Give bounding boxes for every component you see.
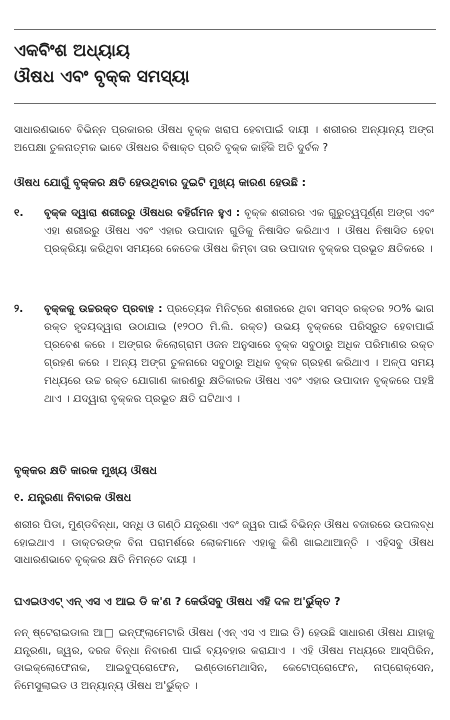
reason-item-1 xyxy=(14,204,434,258)
reason-number: ୨. xyxy=(14,303,24,315)
reason-text: ପ୍ରତ୍ୟେକ ମିନିଟ୍‌ରେ ଶରୀରରେ ଥିବା ସମସ୍ତ ରକ୍ତର ୨୦% ଭାଗ ରକ୍ତ ହୃଦୟଦ୍ୱାରା ଉଠାଯାଇ (୧୨୦୦ ମି.ଲି. ରକ୍ତ) ଉଭୟ ବୃକ୍କରେ ପରିସ୍ରୁତ ହେବାପାଇଁ ପ୍ରବେଶ କରେ । ଅଙ୍ଗର କିଲୋଗ୍ରାମ ଓଜନ ଅନୁସାରେ ବୃକ୍କ ସବୁଠାରୁ ଅଧିକ ପରିମାଣର ରକ୍ତ ଗ୍ରହଣ କରେ । ଅନ୍ୟ ଅଙ୍ଗ ତୁଳନାରେ ସବୁଠାରୁ ଅଧିକ ବୃକ୍କ ଗ୍ରହଣ କରିଥାଏ । ଅଳ୍ପ ସମୟ ମଧ୍ୟରେ ଉଚ୍ଚ ରକ୍ତ ଯୋଗାଣ କାରଣରୁ କ୍ଷତିକାରକ ଔଷଧ ଏବଂ ଏହାର ଉପାଦାନ ବୃକ୍କରେ ପହଞ୍ଚି ଥାଏ । ଯଦ୍ୱାରା ବୃକ୍କର ପ୍ରଭୂତ କ୍ଷତି ଘଟିଥାଏ । xyxy=(44,303,434,405)
reasons-heading: ଔଷଧ ଯୋଗୁଁ ବୃକ୍କର କ୍ଷତି ହେଉଥିବାର ଦୁଇଟି ମୁଖ୍ୟ କାରଣ ହେଉଛି : xyxy=(14,176,307,189)
nsaid-question: ଘଏଇଓଏଟ୍ ଏନ୍ ଏସ ଏ ଆଇ ଡି କ'ଣ ? କେଉଁସବୁ ଔଷଧ ଏହି ଦଳ ଅ'ର୍ଭୁକ୍ତ ? xyxy=(14,595,341,608)
top-rule xyxy=(14,29,436,30)
reason-lead: ବୃକ୍କ ଦ୍ୱାରା ଶରୀରରୁ ଔଷଧର ବହିର୍ଗମନ ହୁଏ : xyxy=(44,207,241,219)
nsaid-paragraph: ନନ୍ ଷ୍ଟେରାଇଡାଲ ଆ□ ଇନ୍‌ଫ୍ଲାମେଟାରି ଔଷଧ (ଏନ୍ ଏସ ଏ ଆଇ ଡି) ହେଉଛି ସାଧାରଣ ଔଷଧ ଯାହାକୁ ଯନ୍ତ୍ରଣା, ଜ୍ୱର, ଦରଜ ବିନ୍ଧା ନିବାରଣ ପାଇଁ ବ୍ୟବହାର କରାଯାଏ । ଏହି ଔଷଧ ମଧ୍ୟରେ ଆସ୍ପିରିନ, ଡାଇକ୍ଲୋଫେନାକ, ଆଇବୁପ୍ରୋଫେନ, ଇଣ୍ଡୋମେଥାସିନ, କେଟୋପ୍ରୋଫେନ, ନାପ୍ରୋକ୍ସେନ, ନିମେସୁଲାଇଡ ଓ ଅନ୍ୟାନ୍ୟ ଔଷଧ ଅ'ର୍ଭୁକ୍ତ । xyxy=(14,627,434,692)
reason-lead: ବୃକ୍କକୁ ଉଚ୍ଚରକ୍ତ ପ୍ରବାହ : xyxy=(44,303,163,315)
intro-paragraph: ସାଧାରଣଭାବେ ବିଭିନ୍ନ ପ୍ରକାରର ଔଷଧ ବୃକ୍କ ଖରାପ ହେବାପାଇଁ ଦାୟୀ । ଶରୀରର ଅନ୍ୟାନ୍ୟ ଅଙ୍ଗ ଅପେକ୍ଷା ତୁଳନାତ୍ମକ ଭାବେ ଔଷଧର ବିଷାକ୍ତ ପ୍ରତି ବୃକ୍କ କାହିଁକି ଅତି ଦୁର୍ବଳ ? xyxy=(14,124,434,154)
drugs-heading: ବୃକ୍କର କ୍ଷତି କାରକ ମୁଖ୍ୟ ଔଷଧ xyxy=(14,464,157,477)
chapter-title: ଔଷଧ ଏବଂ ବୃକ୍କ ସମସ୍ୟା xyxy=(14,67,190,87)
chapter-number: ଏକବିଂଶ ଅଧ୍ୟାୟ xyxy=(14,41,130,61)
painkiller-subheading: ୧. ଯନ୍ତ୍ରଣା ନିବାରକ ଔଷଧ xyxy=(14,491,132,504)
reason-item-2 xyxy=(14,300,434,408)
painkiller-paragraph: ଶରୀର ପିଡା, ମୁଣ୍ଡବିନ୍ଧା, ସନ୍ଧି ଓ ଗଣ୍ଠି ଯନ୍ତ୍ରଣା ଏବଂ ଜ୍ୱର ପାଇଁ ବିଭିନ୍ନ ଔଷଧ ବଜାରରେ ଉପଲବ୍ଧ ହୋଇଥାଏ । ଡାକ୍ତରଙ୍କ ବିନା ପରାମର୍ଶରେ ଲୋକମାନେ ଏହାକୁ କିଣି ଖାଇଥାଆନ୍ତି । ଏହିସବୁ ଔଷଧ ସାଧାରଣଭାବେ ବୃକ୍କର କ୍ଷତି ନିମନ୍ତେ ଦାୟୀ । xyxy=(14,519,434,566)
title-rule xyxy=(14,103,436,104)
reason-text: ବୃକ୍କ ଶରୀରର ଏକ ଗୁରୁତ୍ୱପୂର୍ଣ୍ଣ ଅଙ୍ଗ ଏବଂ ଏହା ଶରୀରରୁ ଔଷଧ ଏବଂ ଏହାର ଉପାଦାନ ଗୁଡିକୁ ନିଷାସିତ କରିଥାଏ । ଔଷଧ ନିଷାସିତ ହେବା ପ୍ରକ୍ରିୟା କରିଥିବା ସମୟରେ କେତେକ ଔଷଧ କିମ୍ବା ତାର ଉପାଦାନ ବୃକ୍କର ପ୍ରଭୂତ କ୍ଷତିକରେ । xyxy=(44,207,434,255)
reason-number: ୧. xyxy=(14,207,24,219)
